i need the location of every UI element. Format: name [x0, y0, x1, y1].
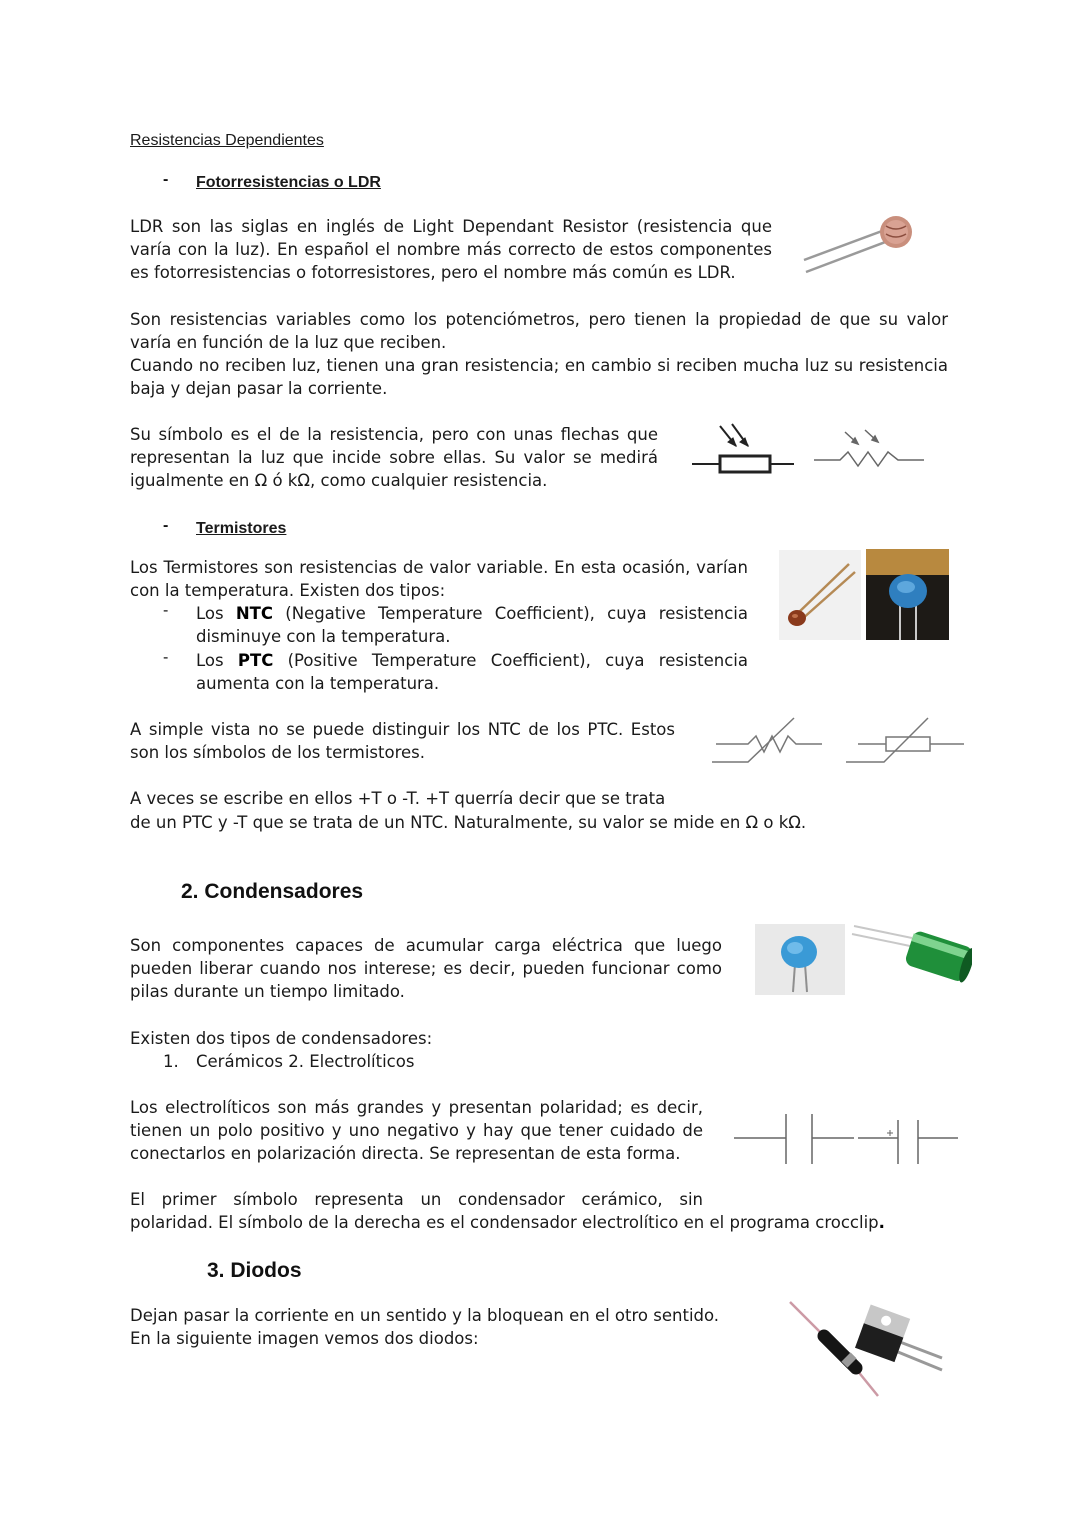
condensadores-heading: 2. Condensadores	[181, 880, 364, 903]
thermistor-symbol-box	[846, 718, 964, 762]
capacitor-symbols	[730, 1110, 962, 1168]
ldr-paragraph-3: Cuando no reciben luz, tienen una gran resistencia; en cambio si reciben mucha luz su resistencia baja y dejan pasar la corriente.	[130, 356, 948, 399]
ldr-paragraph-4: Su símbolo es el de la resistencia, pero con unas flechas que representan la luz que incide sobre ellas. Su valor se medirá igualmente en Ω ó kΩ, como cualquier resistencia.	[130, 425, 658, 491]
ptc-label: PTC	[237, 651, 274, 670]
thermistor-photo-ptc	[866, 549, 949, 640]
diodos-line-2: En la siguiente imagen vemos dos diodos:	[130, 1329, 479, 1348]
condensadores-list-item: Cerámicos 2. Electrolíticos	[196, 1052, 415, 1071]
ldr-heading: Fotorresistencias o LDR	[196, 174, 381, 191]
condensadores-paragraph-3: Los electrolíticos son más grandes y presentan polaridad; es decir, tienen un polo positivo y uno negativo y hay que tener cuidado de conectarlos en polarización directa. Se representan de esta forma.	[130, 1098, 703, 1164]
capacitor-photo-ceramic	[755, 924, 845, 995]
ntc-bullet: -	[163, 602, 169, 619]
thermistor-photo-ntc	[779, 550, 861, 640]
diodes-photo	[782, 1296, 952, 1404]
condensadores-paragraph-2: Existen dos tipos de condensadores:	[130, 1029, 433, 1048]
ntc-label: NTC	[235, 604, 274, 623]
ldr-bullet: -	[163, 171, 169, 188]
diodos-heading: 3. Diodos	[207, 1259, 302, 1282]
termistores-bullet: -	[163, 517, 169, 534]
diodos-line-1: Dejan pasar la corriente en un sentido y la bloquean en el otro sentido.	[130, 1306, 720, 1325]
termistores-sign-line-2: de un PTC y -T que se trata de un NTC. Naturalmente, su valor se mide en Ω o kΩ.	[130, 813, 807, 832]
ldr-paragraph-2: Son resistencias variables como los potenciómetros, pero tienen la propiedad de que su valor varía en función de la luz que reciben.	[130, 310, 948, 353]
termistores-heading: Termistores	[196, 520, 287, 537]
termistores-symbols-text: A simple vista no se puede distinguir los NTC de los PTC. Estos son los símbolos de los termistores.	[130, 720, 675, 763]
condensadores-paragraph-4-line-2: polaridad. El símbolo de la derecha es el condensador electrolítico en el programa crocclip.	[130, 1213, 885, 1232]
ptc-item: Los PTC (Positive Temperature Coefficient), cuya resistencia aumenta con la temperatura.	[196, 651, 748, 694]
section-title: Resistencias Dependientes	[130, 132, 324, 149]
capacitor-symbol-ceramic	[734, 1114, 854, 1164]
ldr-symbols	[690, 420, 930, 480]
termistores-intro: Los Termistores son resistencias de valor variable. En esta ocasión, varían con la temperatura. Existen dos tipos:	[130, 558, 748, 601]
termistores-sign-line-1: A veces se escribe en ellos +T o -T. +T querría decir que se trata	[130, 789, 666, 808]
ntc-item: Los NTC (Negative Temperature Coefficient), cuya resistencia disminuye con la temperatura.	[196, 604, 748, 647]
capacitor-symbol-electrolytic	[858, 1120, 958, 1164]
ldr-symbol-box	[692, 424, 794, 472]
ptc-bullet: -	[163, 649, 169, 666]
ldr-photo	[800, 210, 920, 280]
condensadores-list-number: 1.	[163, 1052, 179, 1071]
ldr-symbol-zigzag	[814, 430, 924, 466]
thermistor-symbol-zigzag	[712, 718, 822, 762]
capacitor-photo-electrolytic	[850, 918, 972, 986]
thermistor-symbols	[708, 712, 970, 768]
diode-to220	[855, 1304, 942, 1370]
condensadores-paragraph-4-line-1: El primer símbolo representa un condensador cerámico, sin	[130, 1190, 703, 1209]
ldr-paragraph-1: LDR son las siglas en inglés de Light Dependant Resistor (resistencia que varía con la luz). En español el nombre más correcto de estos componentes es fotorresistencias o fotorresistores, pero el nombre más común es LDR.	[130, 217, 772, 283]
condensadores-paragraph-1: Son componentes capaces de acumular carga eléctrica que luego pueden liberar cuando nos interese; es decir, pueden funcionar como pilas durante un tiempo limitado.	[130, 936, 722, 1002]
